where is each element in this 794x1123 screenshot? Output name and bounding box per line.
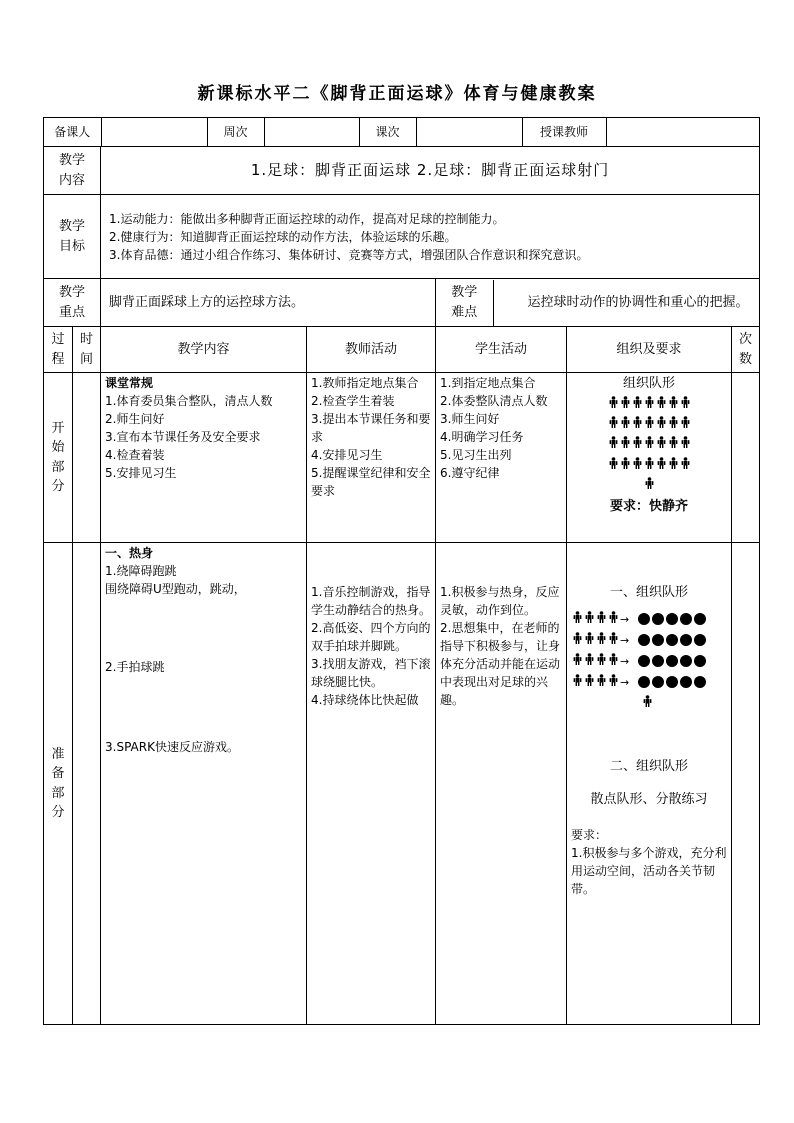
- person-icon: [631, 416, 643, 430]
- column-header-row: [44, 327, 760, 373]
- person-icon: [667, 396, 679, 410]
- ball-dot-icon: [666, 655, 678, 667]
- list-item: 1.到指定地点集合: [440, 376, 536, 390]
- warmup-org-req-text: 1.积极参与多个游戏，充分利用运动空间，活动各关节韧带。: [571, 845, 727, 896]
- formation-row: [571, 672, 727, 693]
- col-content: 教学内容: [101, 327, 307, 373]
- start-count-cell: [732, 373, 760, 543]
- person-icon: [679, 436, 691, 450]
- person-icon: [655, 396, 667, 410]
- list-item: 4.检查着装: [105, 448, 165, 462]
- list-item: 4.明确学习任务: [440, 430, 524, 444]
- key-points-text: 脚背正面踩球上方的运控球方法。: [101, 279, 436, 327]
- start-time-cell: [73, 373, 101, 543]
- formation-row: [571, 434, 727, 454]
- preparer-value[interactable]: [101, 118, 207, 146]
- arrow-right-icon: →: [620, 612, 630, 626]
- person-icon: [667, 436, 679, 450]
- key-points-row: [44, 279, 760, 327]
- person-icon: [619, 396, 631, 410]
- person-icon: [679, 416, 691, 430]
- lesson-plan-table: [43, 117, 760, 1025]
- ball-dot-icon: [680, 676, 692, 688]
- start-student: [436, 373, 567, 543]
- list-item: 1.教师指定地点集合: [311, 376, 419, 390]
- warmup-content: [101, 543, 307, 1025]
- ball-dot-icon: [694, 676, 706, 688]
- start-org-title: 组织队形: [622, 376, 675, 391]
- list-item: 2.检查学生着装: [311, 394, 395, 408]
- list-item: 3.师生问好: [440, 412, 500, 426]
- start-content: [101, 373, 307, 543]
- person-icon: [583, 653, 595, 667]
- list-item: 2.思想集中，在老师的指导下积极参与，让身体充分活动并能在运动中表现出对足球的兴趣。: [440, 621, 561, 707]
- col-organization: 组织及要求: [567, 327, 732, 373]
- list-item: 4.安排见习生: [311, 448, 383, 462]
- person-icon: [631, 457, 643, 471]
- col-time: 时 间: [73, 327, 101, 373]
- person-icon: [643, 416, 655, 430]
- arrow-right-icon: →: [620, 675, 630, 689]
- arrow-right-icon: →: [620, 633, 630, 647]
- col-student: 学生活动: [436, 327, 567, 373]
- list-item: 4.持球绕体比快起做: [311, 693, 419, 707]
- header-row: [44, 118, 760, 147]
- warmup-formation-diagram: [571, 609, 727, 713]
- person-icon: [631, 436, 643, 450]
- list-item: 1.积极参与热身，反应灵敏，动作到位。: [440, 585, 560, 617]
- content-row: [44, 147, 760, 195]
- person-icon: [619, 416, 631, 430]
- list-item: 围绕障碍U型跑动，跳动，: [105, 582, 246, 596]
- ball-dot-icon: [638, 655, 650, 667]
- ball-dot-icon: [694, 613, 706, 625]
- ball-dot-icon: [652, 634, 664, 646]
- warmup-organization: [567, 543, 732, 1025]
- person-icon: [643, 436, 655, 450]
- key-points-label: 教学 重点: [44, 279, 101, 327]
- warmup-org-formation: 散点队形、分散练习: [590, 792, 708, 808]
- page-title: 新课标水平二《脚背正面运球》体育与健康教案: [197, 84, 597, 104]
- ball-dot-icon: [638, 676, 650, 688]
- ball-dot-icon: [638, 634, 650, 646]
- formation-row: [571, 414, 727, 434]
- formation-row: [571, 609, 727, 630]
- ball-dot-icon: [666, 676, 678, 688]
- ball-dot-icon: [652, 655, 664, 667]
- teacher-value[interactable]: [606, 118, 760, 146]
- ball-dot-icon: [680, 634, 692, 646]
- list-item: 3.找朋友游戏，裆下滚球绕腿比快。: [311, 657, 431, 689]
- ball-dot-icon: [694, 634, 706, 646]
- start-section-row: [44, 373, 760, 543]
- person-icon: [607, 436, 619, 450]
- formation-leader: [571, 475, 727, 495]
- difficulty-label: 教学 难点: [436, 280, 493, 326]
- person-icon: [607, 653, 619, 667]
- list-item: 1.体育委员集合整队，清点人数: [105, 394, 273, 408]
- col-count: 次 数: [732, 327, 760, 373]
- person-icon: [571, 632, 583, 646]
- ball-dot-icon: [652, 676, 664, 688]
- list-item: 2.手拍球跳: [105, 660, 165, 674]
- week-label: 周次: [207, 118, 264, 146]
- start-phase-label: 开 始 部 分: [44, 373, 73, 543]
- person-icon: [641, 695, 653, 709]
- ball-dot-icon: [680, 613, 692, 625]
- teacher-label: 授课教师: [522, 118, 606, 146]
- list-item: 3.宣布本节课任务及安全要求: [105, 430, 261, 444]
- person-icon: [619, 436, 631, 450]
- person-icon: [679, 457, 691, 471]
- person-icon: [571, 674, 583, 688]
- content-text: 1.足球：脚背正面运球 2.足球：脚背正面运球射门: [101, 147, 760, 195]
- ball-dot-icon: [666, 634, 678, 646]
- person-icon: [607, 611, 619, 625]
- person-icon: [595, 632, 607, 646]
- difficulty-text: 运控球时动作的协调性和重心的把握。: [527, 294, 749, 310]
- person-icon: [595, 611, 607, 625]
- list-item: 6.遵守纪律: [440, 466, 500, 480]
- person-icon: [583, 674, 595, 688]
- list-item: 2.体委整队清点人数: [440, 394, 548, 408]
- list-item: 5.见习生出列: [440, 448, 512, 462]
- arrow-right-icon: →: [620, 654, 630, 668]
- list-item: 3.SPARK快速反应游戏。: [105, 740, 239, 754]
- start-content-title: 课堂常规: [105, 376, 154, 390]
- warmup-student: [436, 543, 567, 1025]
- list-item: 2.师生问好: [105, 412, 165, 426]
- person-icon: [607, 396, 619, 410]
- person-icon: [667, 416, 679, 430]
- warmup-time-cell: [73, 543, 101, 1025]
- list-item: 2.高低姿、四个方向的双手拍球并脚跳。: [311, 621, 431, 653]
- start-formation-diagram: [571, 394, 727, 496]
- warmup-content-title: 一、热身: [105, 546, 154, 560]
- formation-row: [571, 651, 727, 672]
- col-process: 过 程: [44, 327, 73, 373]
- person-icon: [607, 674, 619, 688]
- warmup-phase-label: 准 备 部 分: [44, 543, 73, 1025]
- warmup-section-row: [44, 543, 760, 1025]
- ball-dot-icon: [638, 613, 650, 625]
- formation-leader: [571, 693, 727, 713]
- person-icon: [655, 416, 667, 430]
- start-teacher: [307, 373, 436, 543]
- list-item: 5.提醒课堂纪律和安全要求: [311, 466, 431, 498]
- content-label: 教学 内容: [44, 147, 101, 195]
- week-value[interactable]: [264, 118, 359, 146]
- person-icon: [655, 436, 667, 450]
- person-icon: [607, 416, 619, 430]
- ball-dot-icon: [652, 613, 664, 625]
- warmup-org-title-2: 二、组织队形: [609, 758, 688, 774]
- person-icon: [607, 457, 619, 471]
- warmup-org-title-1: 一、组织队形: [609, 585, 688, 600]
- start-org-requirement: 要求：快静齐: [609, 499, 688, 515]
- list-item: 1.绕障碍跑跳: [105, 564, 177, 578]
- ball-dot-icon: [666, 613, 678, 625]
- warmup-org-req-label: 要求：: [571, 827, 608, 842]
- col-teacher: 教师活动: [307, 327, 436, 373]
- lesson-value[interactable]: [416, 118, 522, 146]
- goal-item: 3.体育品德：通过小组合作练习、集体研讨、竞赛等方式，增强团队合作意识和探究意识。: [109, 247, 589, 262]
- person-icon: [643, 396, 655, 410]
- lesson-label: 课次: [359, 118, 416, 146]
- formation-row: [571, 394, 727, 414]
- person-icon: [595, 653, 607, 667]
- person-icon: [607, 632, 619, 646]
- person-icon: [631, 396, 643, 410]
- person-icon: [583, 632, 595, 646]
- person-icon: [667, 457, 679, 471]
- person-icon: [571, 611, 583, 625]
- person-icon: [583, 611, 595, 625]
- warmup-teacher: [307, 543, 436, 1025]
- person-icon: [679, 396, 691, 410]
- ball-dot-icon: [694, 655, 706, 667]
- list-item: 1.音乐控制游戏，指导学生动静结合的热身。: [311, 585, 432, 617]
- person-icon: [643, 477, 655, 491]
- goal-item: 1.运动能力：能做出多种脚背正面运控球的动作，提高对足球的控制能力。: [109, 211, 505, 226]
- list-item: 3.提出本节课任务和要求: [311, 412, 431, 444]
- warmup-count-cell: [732, 543, 760, 1025]
- formation-row: [571, 455, 727, 475]
- list-item: 5.安排见习生: [105, 466, 177, 480]
- person-icon: [571, 653, 583, 667]
- start-organization: [567, 373, 732, 543]
- person-icon: [619, 457, 631, 471]
- goals-row: [44, 195, 760, 279]
- goals-list: [101, 195, 760, 279]
- goal-item: 2.健康行为：知道脚背正面运控球的动作方法，体验运球的乐趣。: [109, 229, 457, 244]
- person-icon: [595, 674, 607, 688]
- person-icon: [643, 457, 655, 471]
- ball-dot-icon: [680, 655, 692, 667]
- formation-row: [571, 630, 727, 651]
- person-icon: [655, 457, 667, 471]
- goals-label: 教学 目标: [44, 195, 101, 279]
- preparer-label: 备课人: [44, 118, 101, 146]
